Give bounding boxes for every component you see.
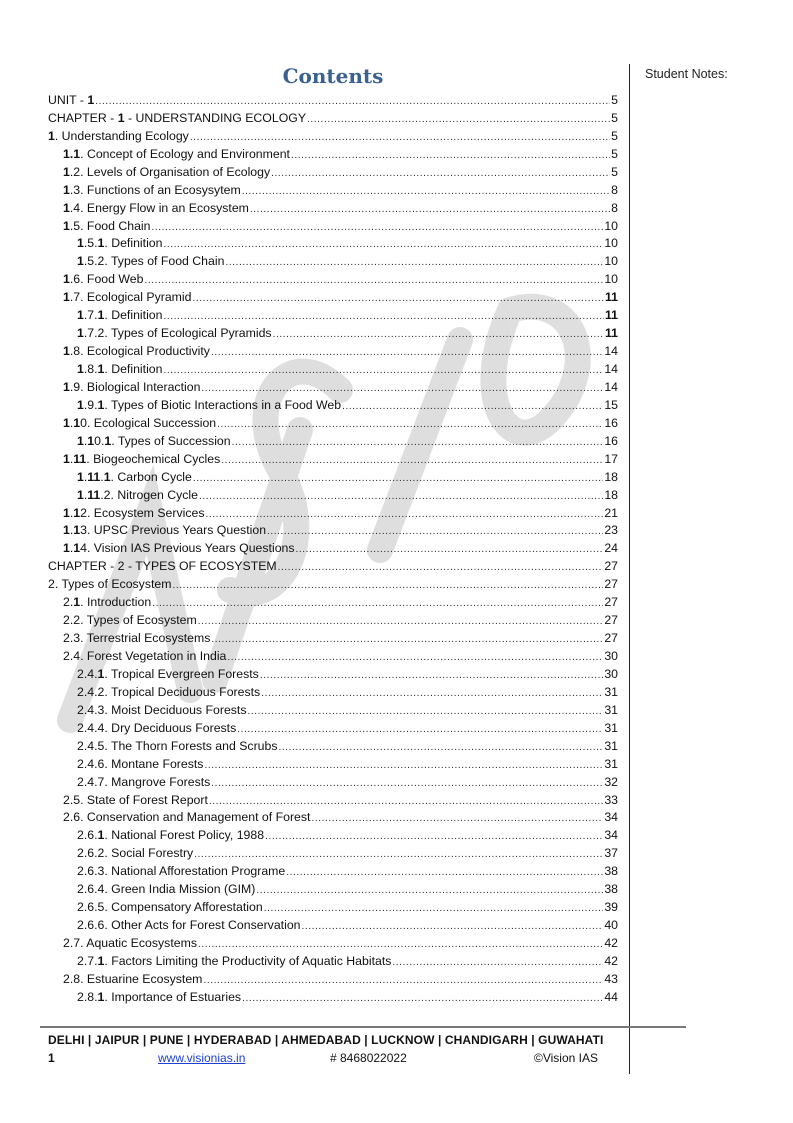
page-number: 1 <box>48 1051 55 1065</box>
toc-leader-dots <box>193 471 603 486</box>
toc-page-number: 31 <box>604 684 618 699</box>
toc-page-number: 31 <box>604 720 618 735</box>
toc-entry[interactable] <box>48 557 618 575</box>
toc-page-number: 31 <box>604 702 618 717</box>
toc-leader-dots <box>302 919 604 934</box>
toc-entry[interactable] <box>48 898 618 916</box>
toc-entry-title: 1.5.2. Types of Food Chain <box>77 254 225 269</box>
toc-entry[interactable] <box>48 288 618 306</box>
toc-leader-dots <box>227 650 603 665</box>
toc-entry-title: 2.6.4. Green India Mission (GIM) <box>77 882 256 897</box>
toc-entry[interactable] <box>48 378 618 396</box>
toc-leader-dots <box>211 776 603 791</box>
toc-page-number: 39 <box>604 900 618 915</box>
toc-page-number: 17 <box>604 451 618 466</box>
toc-entry[interactable] <box>48 252 618 270</box>
toc-entry[interactable] <box>48 791 618 809</box>
toc-entry-title: 2.6.2. Social Forestry <box>77 846 194 861</box>
toc-leader-dots <box>163 309 604 324</box>
toc-leader-dots <box>221 453 603 468</box>
footer-divider <box>40 1026 686 1028</box>
toc-leader-dots <box>242 184 610 199</box>
table-of-contents <box>48 91 618 1006</box>
toc-entry-title: 1.7.2. Types of Ecological Pyramids <box>77 326 272 341</box>
toc-entry-title: 2.4.2. Tropical Deciduous Forests <box>77 684 261 699</box>
toc-entry[interactable] <box>48 970 618 988</box>
toc-page-number: 14 <box>604 344 618 359</box>
toc-leader-dots <box>311 811 603 826</box>
toc-entry-title: 2.4.7. Mangrove Forests <box>77 774 211 789</box>
toc-page-number: 27 <box>604 559 618 574</box>
toc-entry[interactable] <box>48 683 618 701</box>
toc-entry[interactable] <box>48 809 618 827</box>
toc-entry-title: 1.10.1. Types of Succession <box>77 433 231 448</box>
toc-entry-title: 2.6.5. Compensatory Afforestation <box>77 900 263 915</box>
toc-leader-dots <box>163 363 603 378</box>
toc-leader-dots <box>198 937 603 952</box>
toc-leader-dots <box>172 578 603 593</box>
toc-entry[interactable] <box>48 270 618 288</box>
toc-entry[interactable] <box>48 91 618 109</box>
toc-page-number: 14 <box>604 379 618 394</box>
toc-page-number: 34 <box>604 828 618 843</box>
toc-page-number: 5 <box>611 92 618 107</box>
toc-leader-dots <box>205 507 603 522</box>
toc-entry-title: 1.3. Functions of an Ecosysytem <box>63 182 241 197</box>
toc-entry[interactable] <box>48 844 618 862</box>
toc-entry[interactable] <box>48 737 618 755</box>
toc-entry-title: 2.1. Introduction <box>63 595 152 610</box>
toc-entry-title: 1.7. Ecological Pyramid <box>63 290 192 305</box>
toc-leader-dots <box>193 291 605 306</box>
toc-leader-dots <box>152 220 604 235</box>
toc-page-number: 23 <box>604 523 618 538</box>
toc-entry-title: 2.4.1. Tropical Evergreen Forests <box>77 666 259 681</box>
toc-entry[interactable] <box>48 647 618 665</box>
toc-leader-dots <box>201 381 603 396</box>
toc-entry[interactable] <box>48 719 618 737</box>
toc-entry[interactable] <box>48 450 618 468</box>
toc-leader-dots <box>286 865 603 880</box>
toc-leader-dots <box>342 399 603 414</box>
toc-entry[interactable] <box>48 880 618 898</box>
website-link[interactable]: www.visionias.in <box>158 1051 246 1065</box>
toc-entry[interactable] <box>48 432 618 450</box>
toc-leader-dots <box>279 740 604 755</box>
toc-leader-dots <box>260 668 603 683</box>
toc-entry[interactable] <box>48 181 618 199</box>
toc-entry-title: UNIT - 1 <box>48 92 95 107</box>
toc-entry-title: 1.11.1. Carbon Cycle <box>77 469 192 484</box>
toc-entry-title: CHAPTER - 1 - UNDERSTANDING ECOLOGY <box>48 110 307 125</box>
toc-entry-title: 2.4.5. The Thorn Forests and Scrubs <box>77 738 278 753</box>
toc-leader-dots <box>204 758 603 773</box>
toc-entry-title: 2.5. State of Forest Report <box>63 792 208 807</box>
toc-entry-title: 1.13. UPSC Previous Years Question <box>63 523 267 538</box>
toc-entry-title: 1.6. Food Web <box>63 272 144 287</box>
toc-leader-dots <box>144 273 603 288</box>
toc-entry-title: 2.6.1. National Forest Policy, 1988 <box>77 828 265 843</box>
toc-leader-dots <box>256 883 603 898</box>
toc-entry-title: 2.7.1. Factors Limiting the Productivity of Aquatic Habitats <box>77 953 392 968</box>
toc-page-number: 31 <box>604 738 618 753</box>
toc-entry-title: 1.8.1. Definition <box>77 362 163 376</box>
toc-page-number: 5 <box>611 146 618 161</box>
toc-leader-dots <box>250 202 610 217</box>
toc-leader-dots <box>291 148 610 163</box>
toc-page-number: 38 <box>604 882 618 897</box>
toc-leader-dots <box>307 112 610 127</box>
toc-entry[interactable] <box>48 324 618 342</box>
toc-leader-dots <box>242 991 603 1006</box>
toc-entry-title: 2.4.3. Moist Deciduous Forests <box>77 702 247 717</box>
toc-entry[interactable] <box>48 414 618 432</box>
toc-entry[interactable] <box>48 916 618 934</box>
toc-entry-title: 1.10. Ecological Succession <box>63 415 217 430</box>
toc-entry-title: 1.12. Ecosystem Services <box>63 505 205 520</box>
toc-page-number: 10 <box>604 218 618 233</box>
toc-entry[interactable] <box>48 396 618 414</box>
toc-page-number: 8 <box>611 182 618 197</box>
toc-entry[interactable] <box>48 109 618 127</box>
toc-entry[interactable] <box>48 127 618 145</box>
toc-page-number: 18 <box>604 487 618 502</box>
toc-entry[interactable] <box>48 235 618 253</box>
toc-leader-dots <box>152 596 603 611</box>
toc-entry-title: 1.8. Ecological Productivity <box>63 344 210 359</box>
toc-page-number: 32 <box>604 774 618 789</box>
toc-page-number: 5 <box>611 110 618 125</box>
toc-entry-title: 2.8.1. Importance of Estuaries <box>77 989 242 1004</box>
toc-page-number: 21 <box>604 505 618 520</box>
toc-page-number: 27 <box>604 577 618 592</box>
toc-page-number: 5 <box>611 128 618 143</box>
toc-entry-title: 1. Understanding Ecology <box>48 128 189 143</box>
toc-page-number: 10 <box>604 272 618 287</box>
toc-page-number: 11 <box>605 326 618 341</box>
toc-page-number: 8 <box>611 200 618 215</box>
toc-leader-dots <box>271 166 610 181</box>
toc-leader-dots <box>392 955 603 970</box>
toc-leader-dots <box>265 829 603 844</box>
toc-entry[interactable] <box>48 342 618 360</box>
toc-entry-title: 2.4.4. Dry Deciduous Forests <box>77 720 237 735</box>
toc-entry-title: 1.9. Biological Interaction <box>63 379 201 394</box>
toc-entry-title: 2.4. Forest Vegetation in India <box>63 649 227 663</box>
contents-title: Contents <box>282 64 384 88</box>
toc-leader-dots <box>209 794 603 809</box>
toc-entry-title: 2.4.6. Montane Forests <box>77 756 204 771</box>
toc-entry-title: 1.14. Vision IAS Previous Years Questions <box>63 541 295 556</box>
toc-leader-dots <box>296 542 604 557</box>
toc-entry[interactable] <box>48 522 618 540</box>
toc-entry[interactable] <box>48 486 618 504</box>
toc-page-number: 11 <box>605 308 618 323</box>
toc-page-number: 16 <box>604 415 618 430</box>
toc-page-number: 16 <box>604 433 618 448</box>
toc-page-number: 27 <box>604 631 618 646</box>
toc-leader-dots <box>95 94 610 109</box>
toc-entry[interactable] <box>48 773 618 791</box>
phone-number: # 8468022022 <box>330 1051 407 1065</box>
toc-entry-title: 1.11.2. Nitrogen Cycle <box>77 487 198 502</box>
toc-leader-dots <box>203 973 603 988</box>
student-notes-label: Student Notes: <box>645 67 728 81</box>
toc-entry[interactable] <box>48 593 618 611</box>
toc-leader-dots <box>264 901 604 916</box>
toc-entry[interactable] <box>48 755 618 773</box>
toc-entry-title: CHAPTER - 2 - TYPES OF ECOSYSTEM <box>48 559 277 574</box>
toc-leader-dots <box>211 345 603 360</box>
toc-leader-dots <box>163 237 603 252</box>
toc-page-number: 30 <box>604 666 618 681</box>
toc-entry[interactable] <box>48 217 618 235</box>
toc-leader-dots <box>278 560 604 575</box>
toc-entry-title: 2.8. Estuarine Ecosystem <box>63 971 203 986</box>
toc-page-number: 27 <box>604 595 618 610</box>
toc-entry-title: 2.7. Aquatic Ecosystems <box>63 936 197 950</box>
toc-page-number: 37 <box>604 846 618 861</box>
toc-entry[interactable] <box>48 862 618 880</box>
toc-entry[interactable] <box>48 665 618 683</box>
toc-page-number: 40 <box>604 918 618 933</box>
toc-entry[interactable] <box>48 934 618 952</box>
toc-page-number: 44 <box>604 989 618 1004</box>
toc-entry-title: 1.4. Energy Flow in an Ecosystem <box>63 200 249 215</box>
toc-entry-title: 1.5. Food Chain <box>63 218 151 233</box>
toc-entry[interactable] <box>48 468 618 486</box>
toc-page-number: 42 <box>604 953 618 968</box>
toc-entry-title: 1.2. Levels of Organisation of Ecology <box>63 164 271 179</box>
toc-entry[interactable] <box>48 826 618 844</box>
toc-leader-dots <box>211 632 603 647</box>
toc-leader-dots <box>273 327 604 342</box>
toc-entry-title: 2.6.3. National Afforestation Programe <box>77 864 286 879</box>
toc-leader-dots <box>267 524 603 539</box>
toc-leader-dots <box>194 847 603 862</box>
notes-divider-vertical <box>629 64 630 1074</box>
toc-entry[interactable] <box>48 952 618 970</box>
copyright: ©Vision IAS <box>534 1051 598 1065</box>
toc-entry-title: 2.2. Types of Ecosystem <box>63 613 197 628</box>
toc-entry[interactable] <box>48 701 618 719</box>
toc-entry[interactable] <box>48 988 618 1006</box>
toc-entry[interactable] <box>48 145 618 163</box>
toc-page-number: 5 <box>611 164 618 179</box>
toc-leader-dots <box>199 489 603 504</box>
page-footer <box>48 1033 608 1069</box>
toc-page-number: 30 <box>604 649 618 663</box>
toc-page-number: 38 <box>604 864 618 879</box>
toc-entry-title: 1.1. Concept of Ecology and Environment <box>63 146 290 161</box>
toc-page-number: 18 <box>604 469 618 484</box>
footer-cities: DELHI | JAIPUR | PUNE | HYDERABAD | AHMEDABAD | LUCKNOW | CHANDIGARH | GUWAHATI <box>48 1033 604 1047</box>
toc-leader-dots <box>225 255 603 270</box>
toc-entry-title: 1.11. Biogeochemical Cycles <box>63 451 221 466</box>
toc-leader-dots <box>261 686 603 701</box>
toc-page-number: 10 <box>604 236 618 251</box>
toc-page-number: 34 <box>604 810 618 825</box>
toc-entry-title: 1.9.1. Types of Biotic Interactions in a Food Web <box>77 397 342 412</box>
toc-entry[interactable] <box>48 360 618 378</box>
toc-leader-dots <box>248 704 604 719</box>
toc-page-number: 42 <box>604 936 618 950</box>
toc-entry[interactable] <box>48 199 618 217</box>
toc-entry[interactable] <box>48 306 618 324</box>
toc-entry-title: 2.3. Terrestrial Ecosystems <box>63 631 211 646</box>
toc-leader-dots <box>237 722 603 737</box>
toc-page-number: 43 <box>604 971 618 986</box>
toc-leader-dots <box>217 417 603 432</box>
toc-page-number: 15 <box>604 397 618 412</box>
toc-page-number: 27 <box>604 613 618 628</box>
toc-entry[interactable] <box>48 163 618 181</box>
toc-entry[interactable] <box>48 611 618 629</box>
toc-entry-title: 1.7.1. Definition <box>77 308 163 323</box>
toc-leader-dots <box>198 614 604 629</box>
toc-page-number: 33 <box>604 792 618 807</box>
toc-page-number: 14 <box>604 362 618 376</box>
toc-entry[interactable] <box>48 504 618 522</box>
toc-page-number: 10 <box>604 254 618 269</box>
toc-entry-title: 2.6. Conservation and Management of Forest <box>63 810 311 825</box>
toc-entry[interactable] <box>48 629 618 647</box>
toc-entry[interactable] <box>48 539 618 557</box>
toc-entry-title: 2.6.6. Other Acts for Forest Conservation <box>77 918 301 933</box>
toc-entry-title: 2. Types of Ecosystem <box>48 577 172 592</box>
toc-leader-dots <box>232 435 604 450</box>
toc-entry-title: 1.5.1. Definition <box>77 236 163 251</box>
toc-entry[interactable] <box>48 575 618 593</box>
toc-page-number: 31 <box>604 756 618 771</box>
toc-page-number: 24 <box>604 541 618 556</box>
toc-page-number: 11 <box>605 290 618 305</box>
toc-leader-dots <box>190 130 610 145</box>
